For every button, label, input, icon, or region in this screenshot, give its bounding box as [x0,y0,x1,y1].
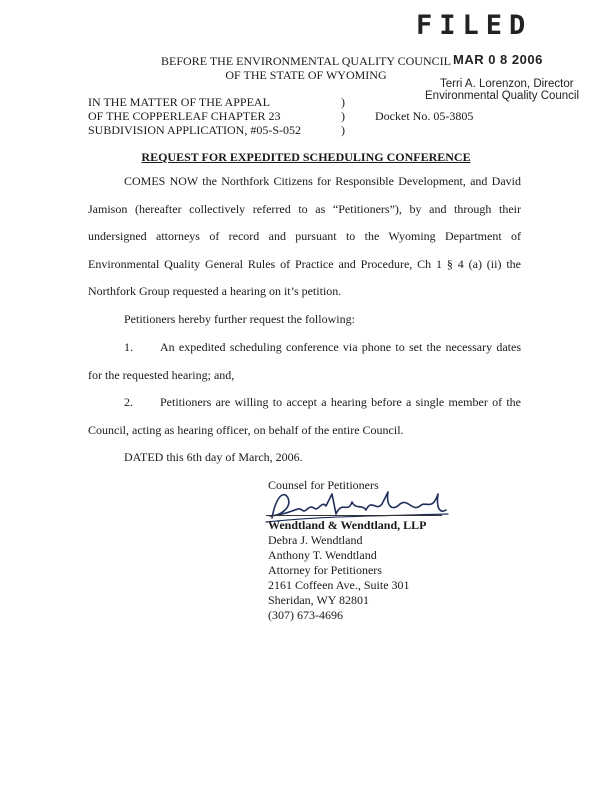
caption-line-3: SUBDIVISION APPLICATION, #05-S-052 [88,123,302,137]
docket-number: Docket No. 05-3805 [375,109,474,123]
list-item-2-text: Petitioners are willing to accept a hearing before a single member of the Council, acting as hearing officer, on behalf of the entire Council. [88,395,521,437]
list-item-2-number: 2. [124,395,133,409]
list-item-1-text: An expedited scheduling conference via phone to set the necessary dates for the requested hearing; and, [88,340,521,382]
court-heading-line2: OF THE STATE OF WYOMING [225,68,387,82]
law-firm: Wendtland & Wendtland, LLP [268,518,427,532]
clerk-name: Terri A. Lorenzon, Director [440,78,574,90]
caption-paren-3: ) [341,123,345,137]
body-paragraph-1: COMES NOW the Northfork Citizens for Responsible Development, and David Jamison (hereafter collectively referred to as “Petitioners”), by and through their undersigned attorneys of record and pursuant to the Wyoming Department of Environmental Quality General Rules of Practice and Procedure, Ch 1 § 4 (a) (ii) the Northfork Group requested a hearing on it’s petition. [88,174,521,298]
address-line-2: Sheridan, WY 82801 [268,593,369,607]
attorney-name-1: Debra J. Wendtland [268,533,363,547]
document-title: REQUEST FOR EXPEDITED SCHEDULING CONFERENCE [141,150,471,164]
attorney-role: Attorney for Petitioners [268,563,382,577]
list-item-2 [88,389,521,444]
list-item-1 [88,334,521,389]
filed-date: MAR 0 8 2006 [453,52,543,67]
phone-number: (307) 673-4696 [268,608,343,622]
signature-rule [266,515,442,516]
clerk-office: Environmental Quality Council [425,90,580,102]
filed-stamp: FILED [416,10,533,41]
caption-paren-2: ) [341,109,345,123]
caption-line-1: IN THE MATTER OF THE APPEAL [88,95,270,109]
court-heading-line1: BEFORE THE ENVIRONMENTAL QUALITY COUNCIL [161,54,451,68]
list-item-1-number: 1. [124,340,133,354]
address-line-1: 2161 Coffeen Ave., Suite 301 [268,578,410,592]
counsel-label: Counsel for Petitioners [268,478,379,492]
caption-line-2: OF THE COPPERLEAF CHAPTER 23 [88,109,281,123]
attorney-name-2: Anthony T. Wendtland [268,548,377,562]
body-paragraph-2: Petitioners hereby further request the following: [124,312,355,326]
dated-line: DATED this 6th day of March, 2006. [124,450,303,464]
caption-paren-1: ) [341,95,345,109]
